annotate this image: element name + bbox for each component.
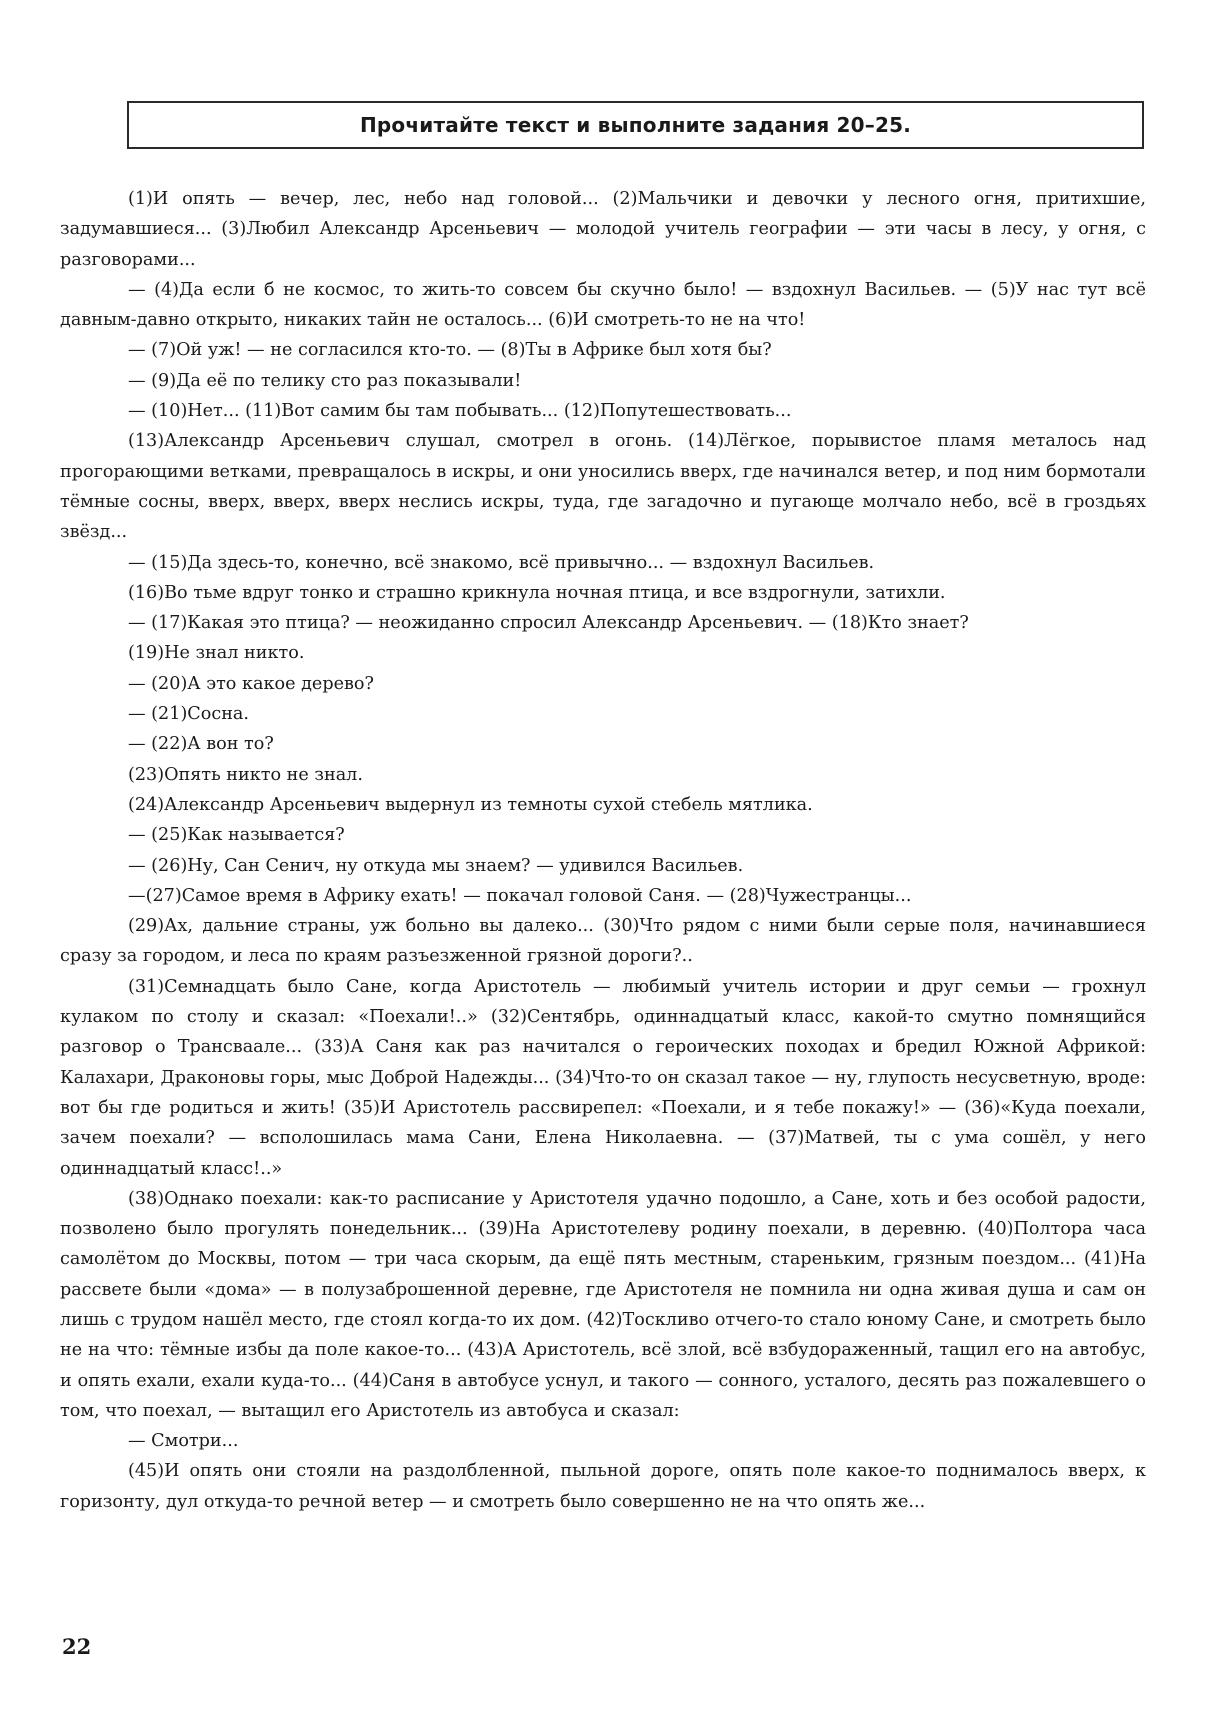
paragraph: (1)И опять — вечер, лес, небо над головой... (2)Мальчики и девочки у лесного огня, притихшие, задумавшиеся... (3)Любил Александр Арсеньевич — молодой учитель географии — эти часы в лесу, у огня, с разговорами... [60,189,1146,270]
paragraph: (24)Александр Арсеньевич выдернул из темноты сухой стебель мятлика. [128,794,813,815]
paragraph: — (20)А это какое дерево? [128,673,374,694]
paragraph: —(27)Самое время в Африку ехать! — покачал головой Саня. — (28)Чужестранцы... [128,885,912,906]
paragraph: (31)Семнадцать было Сане, когда Аристотель — любимый учитель истории и друг семьи — грохнул кулаком по столу и сказал: «Поехали!..» (32)Сентябрь, одиннадцатый класс, какой-то смутно помнящийся разговор о Трансваале... (33)А Саня как раз начитался о героических походах и бредил Южной Африкой: Калахари, Драконовы горы, мыс Доброй Надежды... (34)Что-то он сказал такое — ну, глупость несусветную, вроде: вот бы где родиться и жить! (35)И Аристотель рассвирепел: «Поехали, и я тебе покажу!» — (36)«Куда поехали, зачем поехали? — всполошилась мама Сани, Елена Николаевна. — (37)Матвей, ты с ума сошёл, у него одиннадцатый класс!..» [60,976,1146,1179]
task-title: Прочитайте текст и выполните задания 20–25. [359,113,912,137]
page-number: 22 [62,1634,92,1659]
paragraph: — (22)А вон то? [128,734,274,755]
paragraph: (29)Ах, дальние страны, уж больно вы далеко... (30)Что рядом с ними были серые поля, начинавшиеся сразу за городом, и леса по краям разъезженной грязной дороги?.. [60,916,1146,967]
paragraph: — (15)Да здесь-то, конечно, всё знакомо, всё привычно... — вздохнул Васильев. [128,552,875,573]
paragraph: (38)Однако поехали: как-то расписание у Аристотеля удачно подошло, а Сане, хоть и без особой радости, позволено было прогулять понедельник... (39)На Аристотелеву родину поехали, в деревню. (40)Полтора часа самолётом до Москвы, потом — три часа скорым, да ещё пять местным, стареньким, грязным поездом... (41)На рассвете были «дома» — в полузаброшенной деревне, где Аристотеля не помнила ни одна живая душа и сам он лишь с трудом нашёл место, где стоял когда-то их дом. (42)Тоскливо отчего-то стало юному Сане, и смотреть было не на что: тёмные избы да поле какое-то... (43)А Аристотель, всё злой, всё взбудораженный, тащил его на автобус, и опять ехали, ехали куда-то... (44)Саня в автобусе уснул, и такого — сонного, усталого, десять раз пожалевшего о том, что поехал, — вытащил его Аристотель из автобуса и сказал: [60,1188,1146,1421]
paragraph: (16)Во тьме вдруг тонко и страшно крикнула ночная птица, и все вздрогнули, затихли. [128,582,946,603]
paragraph: — (7)Ой уж! — не согласился кто-то. — (8)Ты в Африке был хотя бы? [128,340,772,361]
paragraph: — Смотри... [128,1431,239,1452]
paragraph: — (26)Ну, Сан Сенич, ну откуда мы знаем? — удивился Васильев. [128,855,744,876]
paragraph: (13)Александр Арсеньевич слушал, смотрел в огонь. (14)Лёгкое, порывистое пламя металось над прогорающими ветками, превращалось в искры, и они уносились вверх, где начинался ветер, и под ним бормотали тёмные сосны, вверх, вверх, вверх неслись искры, туда, где загадочно и пугающе молчало небо, всё в гроздьях звёзд... [60,431,1146,543]
paragraph: — (9)Да её по телику сто раз показывали! [128,370,522,391]
paragraph: (19)Не знал никто. [128,643,305,664]
paragraph: — (21)Сосна. [128,704,250,725]
paragraph: (45)И опять они стояли на раздолбленной, пыльной дороге, опять поле какое-то поднималось вверх, к горизонту, дул откуда-то речной ветер — и смотреть было совершенно не на что опять же... [60,1461,1146,1512]
paragraph: — (17)Какая это птица? — неожиданно спросил Александр Арсеньевич. — (18)Кто знает? [128,613,969,634]
paragraph: — (4)Да если б не космос, то жить-то совсем бы скучно было! — вздохнул Васильев. — (5)У нас тут всё давным-давно открыто, никаких тайн не осталось... (6)И смотреть-то не на что! [60,279,1146,331]
paragraph: — (10)Нет... (11)Вот самим бы там побывать... (12)Попутешествовать... [128,401,792,422]
paragraph: — (25)Как называется? [128,825,345,846]
reading-text [60,184,1146,1517]
task-header-box [127,101,1144,149]
paragraph: (23)Опять никто не знал. [128,764,363,785]
